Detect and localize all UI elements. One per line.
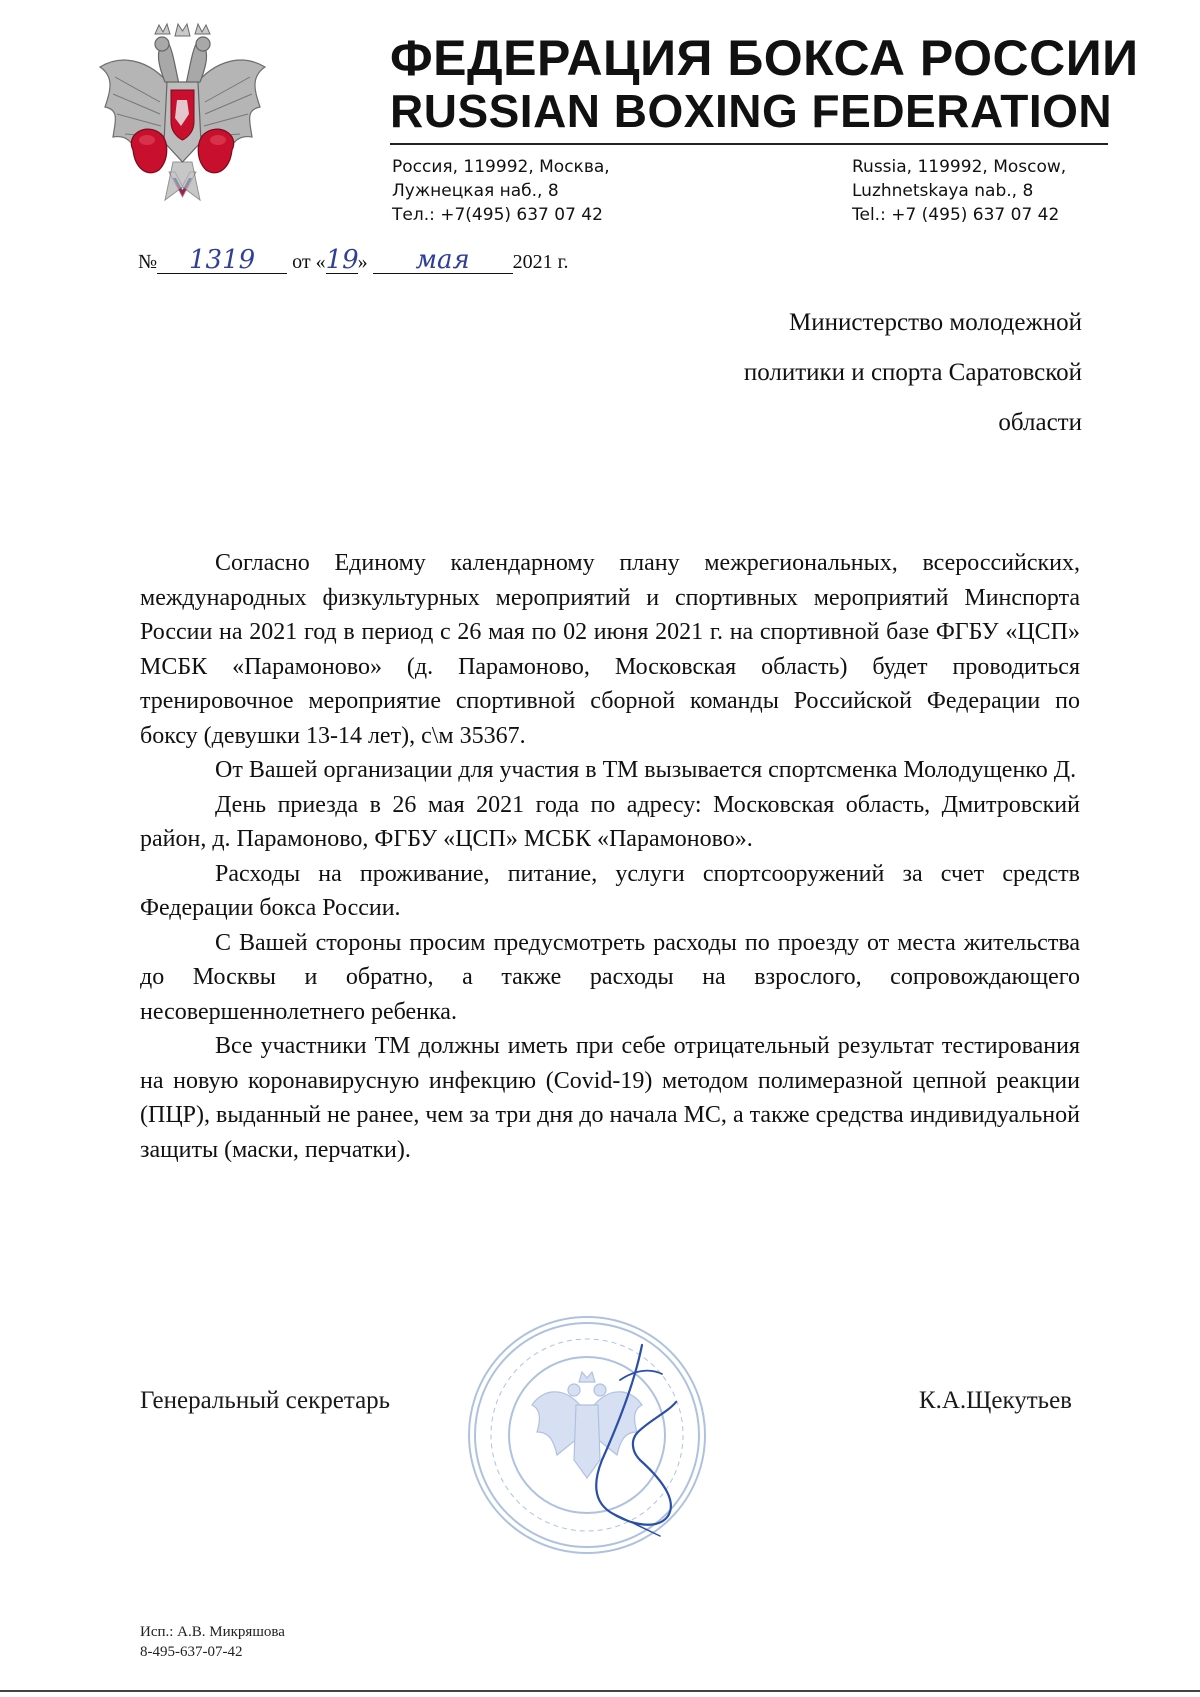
address-en-phone: Tel.: +7 (495) 637 07 42 — [852, 205, 1060, 225]
body-paragraph: День приезда в 26 мая 2021 года по адресу: Московская область, Дмитровский район, д. Парамоново, ФГБУ «ЦСП» МСБК «Парамоново». — [140, 791, 1080, 852]
address-ru-line: Лужнецкая наб., 8 — [392, 181, 559, 201]
address-en-line: Russia, 119992, Moscow, — [852, 157, 1067, 177]
date-prefix: от « — [292, 251, 326, 273]
body-paragraph: Согласно Единому календарному плану межрегиональных, всероссийских, международных физкультурных мероприятий и спортивных мероприятий Минспорта России на 2021 год в период с 26 мая по 02 июня 2021 г. на спортивной базе ФГБУ «ЦСП» МСБК «Парамоново» (д. Парамоново, Московская область) будет проводиться тренировочное мероприятие спортивной сборной команды Российской Федерации по боксу (девушки 13-14 лет), с\м 35367. — [140, 550, 1080, 749]
address-en-line: Luzhnetskaya nab., 8 — [852, 181, 1034, 201]
addressee-block — [744, 298, 1082, 448]
date-day: 19 — [325, 245, 359, 275]
document-number: 1319 — [157, 247, 287, 274]
addressee-line: области — [998, 409, 1082, 436]
addressee-line: политики и спорта Саратовской — [743, 359, 1082, 386]
number-prefix: № — [138, 251, 158, 273]
signatory-name: К.А.Щекутьев — [918, 1387, 1072, 1414]
body-paragraph: От Вашей организации для участия в ТМ вызывается спортсменка Молодущенко Д. — [215, 757, 1077, 783]
executor-phone: 8-495-637-07-42 — [140, 1644, 243, 1660]
address-en — [852, 155, 1066, 227]
address-ru-line: Россия, 119992, Москва, — [392, 157, 610, 177]
addressee-line: Министерство молодежной — [789, 309, 1082, 336]
address-ru-phone: Тел.: +7(495) 637 07 42 — [392, 205, 603, 225]
scan-bottom-edge — [0, 1690, 1200, 1692]
double-headed-eagle-icon — [95, 22, 270, 212]
letter-body — [140, 546, 1080, 1167]
body-paragraph: С Вашей стороны просим предусмотреть расходы по проезду от места жительства до Москвы и обратно, а также расходы на взрослого, сопровождающего несовершеннолетнего ребенка. — [140, 929, 1080, 1025]
date-day-suffix: » — [357, 251, 368, 273]
executor-info — [140, 1622, 285, 1662]
body-paragraph: Все участники ТМ должны иметь при себе отрицательный результат тестирования на новую коронавирусную инфекцию (Covid-19) методом полимеразной цепной реакции (ПЦР), выданный не ранее, чем за три дня до начала МС, а также средства индивидуальной защиты (маски, перчатки). — [140, 1033, 1080, 1163]
date-year: 2021 г. — [512, 251, 569, 273]
header-divider — [390, 143, 1108, 145]
address-ru — [392, 155, 610, 227]
org-name-en: RUSSIAN BOXING FEDERATION — [390, 85, 1113, 137]
reference-line — [138, 247, 569, 276]
executor-name: Исп.: А.В. Микряшова — [140, 1624, 285, 1640]
body-paragraph: Расходы на проживание, питание, услуги спортсооружений за счет средств Федерации бокса России. — [140, 860, 1080, 921]
org-name-ru: ФЕДЕРАЦИЯ БОКСА РОССИИ — [390, 30, 1139, 86]
handwritten-signature — [580, 1340, 700, 1540]
signatory-title: Генеральный секретарь — [140, 1387, 391, 1414]
date-month: мая — [373, 247, 513, 274]
